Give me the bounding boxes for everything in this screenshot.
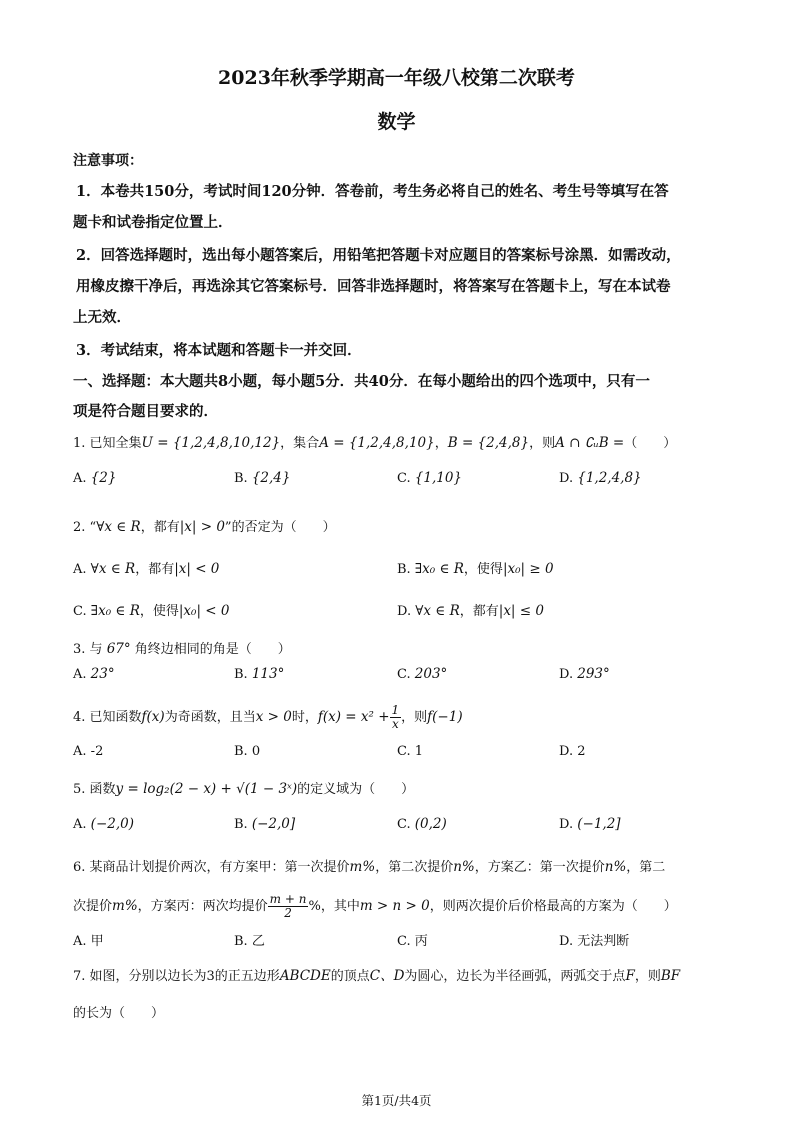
- fraction-numerator: m + n: [269, 892, 307, 906]
- q1-number: 1. 已知全集: [73, 436, 142, 451]
- option-label: A.: [73, 817, 87, 832]
- note-1-line-1: 1．本卷共150分，考试时间120分钟．答卷前，考生务必将自己的姓名、考生号等填写在答: [76, 183, 669, 200]
- q2-option-a[interactable]: [73, 558, 219, 577]
- q6-text: ，方案丙：两次均提价: [137, 899, 268, 914]
- option-label: B.: [234, 817, 248, 832]
- option-text: ，都有: [459, 604, 499, 619]
- option-value: {2,4}: [251, 470, 291, 486]
- section-1-line-1: 一、选择题：本大题共8小题，每小题5分．共40分．在每小题给出的四个选项中，只有一: [73, 373, 650, 390]
- q2-tail: ”的否定为（ ）: [224, 520, 336, 535]
- q3-number: 3. 与: [73, 642, 103, 657]
- option-math: ∃x₀ ∈ R: [90, 603, 140, 619]
- option-label: A.: [73, 934, 87, 949]
- q7-text: 7. 如图，分别以边长为3的正五边形: [73, 969, 280, 984]
- q3-option-d[interactable]: [559, 666, 610, 682]
- option-label: C.: [397, 934, 411, 949]
- q2-option-c[interactable]: [73, 600, 229, 619]
- q7-text: ，则: [634, 969, 661, 984]
- q5-text: 的定义域为（ ）: [297, 782, 415, 797]
- option-label: C.: [397, 744, 411, 759]
- q3-option-b[interactable]: [234, 666, 284, 682]
- q6-math: m%: [112, 898, 138, 914]
- q1-text: ，集合: [280, 436, 320, 451]
- q6-option-a[interactable]: [73, 930, 104, 949]
- option-value: 丙: [414, 934, 428, 949]
- question-7-line-1: [73, 964, 680, 984]
- fraction-denominator: 2: [284, 906, 292, 920]
- q4-then: ，则: [401, 710, 428, 725]
- q5-option-b[interactable]: [234, 816, 295, 832]
- q6-math: n%: [604, 859, 627, 875]
- q6-percent: %: [308, 899, 321, 914]
- option-math: |x₀| ≥ 0: [502, 561, 554, 577]
- option-label: D.: [559, 667, 574, 682]
- option-math: |x| < 0: [174, 561, 220, 577]
- question-6-line-1: [73, 856, 665, 875]
- q4-text: 为奇函数，且当: [164, 710, 256, 725]
- q7-math: F: [625, 968, 635, 984]
- option-value: 2: [577, 744, 586, 759]
- q4-number: 4. 已知函数: [73, 710, 142, 725]
- q1-option-a[interactable]: [73, 470, 116, 486]
- q6-text: ，其中: [320, 899, 360, 914]
- option-label: A.: [73, 667, 87, 682]
- q4-option-a[interactable]: [73, 744, 103, 759]
- q1-sep: ，: [434, 436, 448, 451]
- q5-option-a[interactable]: [73, 816, 134, 832]
- option-value: 203°: [414, 666, 448, 682]
- q1-expression: A ∩ ∁ᵤB =: [555, 435, 625, 451]
- option-value: (0,2): [414, 816, 447, 832]
- note-2-line-3: 上无效．: [73, 309, 131, 326]
- notes-heading: 注意事项：: [73, 153, 143, 169]
- option-label: B.: [234, 744, 248, 759]
- q5-number: 5. 函数: [73, 782, 116, 797]
- option-math: ∃x₀ ∈ R: [414, 561, 464, 577]
- q3-angle: 67°: [106, 641, 131, 657]
- fraction-denominator: x: [391, 717, 399, 731]
- option-label: B.: [234, 934, 248, 949]
- note-2-line-2: 用橡皮擦干净后，再选涂其它答案标号．回答非选择题时，将答案写在答题卡上，写在本试卷: [76, 278, 671, 295]
- q6-math: m%: [349, 859, 376, 875]
- q6-text: ，则两次提价后价格最高的方案为（ ）: [429, 899, 677, 914]
- option-value: 293°: [577, 666, 610, 682]
- option-value: 23°: [90, 666, 115, 682]
- q1-universal-set: U = {1,2,4,8,10,12}: [141, 435, 281, 451]
- subject-title: 数学: [377, 111, 416, 133]
- q7-math: C、D: [369, 968, 405, 984]
- question-6-line-2: [73, 892, 677, 921]
- q3-option-a[interactable]: [73, 666, 115, 682]
- option-value: 0: [251, 744, 261, 759]
- option-label: D.: [397, 604, 412, 619]
- option-math: ∀x ∈ R: [415, 603, 460, 619]
- q2-text: ，都有: [140, 520, 180, 535]
- option-text: ，都有: [135, 562, 175, 577]
- q4-text-2: 时，: [291, 710, 318, 725]
- q3-text: 角终边相同的角是（ ）: [134, 642, 291, 657]
- q6-math: m > n > 0: [359, 898, 430, 914]
- q7-text: 的顶点: [330, 969, 370, 984]
- option-value: {1,10}: [414, 470, 463, 486]
- q4-formula: f(x) = x² +: [317, 709, 390, 725]
- q1-set-a: A = {1,2,4,8,10}: [319, 435, 435, 451]
- section-1-line-2: 项是符合题目要求的．: [73, 403, 218, 420]
- option-value: (−2,0): [90, 816, 134, 832]
- note-1-line-2: 题卡和试卷指定位置上．: [73, 214, 233, 231]
- q1-set-b: B = {2,4,8}: [447, 435, 530, 451]
- q6-option-b[interactable]: [234, 930, 265, 949]
- option-math: |x₀| < 0: [178, 603, 230, 619]
- option-value: 乙: [251, 934, 265, 949]
- page-title: 2023年秋季学期高一年级八校第二次联考: [218, 67, 575, 89]
- q1-option-c[interactable]: [397, 470, 462, 486]
- q2-number: 2. “: [73, 520, 97, 535]
- q5-option-d[interactable]: [559, 816, 621, 832]
- option-label: C.: [397, 471, 411, 486]
- q6-text: 6. 某商品计划提价两次，有方案甲：第一次提价: [73, 860, 350, 875]
- option-label: D.: [559, 471, 574, 486]
- option-label: A.: [73, 562, 87, 577]
- q4-target: f(−1): [427, 709, 463, 725]
- option-math: ∀x ∈ R: [90, 561, 136, 577]
- q2-option-d[interactable]: [397, 600, 544, 619]
- question-7-line-2: 的长为（ ）: [73, 1006, 165, 1021]
- option-text: ，使得: [139, 604, 179, 619]
- option-label: C.: [73, 604, 87, 619]
- q6-text: 次提价: [73, 899, 113, 914]
- fraction-numerator: 1: [391, 703, 400, 717]
- q4-fraction: [390, 704, 402, 731]
- option-math: |x| ≤ 0: [498, 603, 544, 619]
- q1-answer-paren: （ ）: [624, 436, 677, 451]
- option-label: D.: [559, 817, 574, 832]
- option-label: D.: [559, 934, 574, 949]
- option-value: 无法判断: [577, 934, 630, 949]
- q4-function: f(x): [141, 709, 165, 725]
- option-label: C.: [397, 667, 411, 682]
- option-label: A.: [73, 744, 87, 759]
- option-text: ，使得: [463, 562, 503, 577]
- q3-option-c[interactable]: [397, 666, 447, 682]
- option-value: 1: [414, 744, 424, 759]
- option-label: D.: [559, 744, 574, 759]
- question-3: [73, 638, 291, 657]
- option-value: 甲: [90, 934, 104, 949]
- q2-condition: |x| > 0: [179, 519, 225, 535]
- q6-fraction: [268, 893, 309, 920]
- q6-text: ，第二: [626, 860, 666, 875]
- note-3: 3．考试结束，将本试题和答题卡一并交回．: [76, 342, 362, 359]
- option-label: B.: [397, 562, 411, 577]
- q2-option-b[interactable]: [397, 558, 554, 577]
- option-value: {1,2,4,8}: [577, 470, 642, 486]
- q4-option-c[interactable]: [397, 744, 423, 759]
- q7-text: 为圆心，边长为半径画弧，两弧交于点: [404, 969, 626, 984]
- q7-math: ABCDE: [279, 968, 331, 984]
- option-label: B.: [234, 471, 248, 486]
- q1-option-b[interactable]: [234, 470, 290, 486]
- q6-text: ，第二次提价: [375, 860, 454, 875]
- q4-condition: x > 0: [255, 709, 292, 725]
- q1-option-d[interactable]: [559, 470, 642, 486]
- q6-option-c[interactable]: [397, 930, 428, 949]
- q7-arc: BF: [660, 968, 681, 984]
- option-value: (−2,0]: [251, 816, 296, 832]
- q5-function: y = log₂(2 − x) + √(1 − 3ˣ): [115, 781, 298, 797]
- q1-then: ，则: [529, 436, 556, 451]
- q6-option-d[interactable]: [559, 930, 629, 949]
- question-4: [73, 704, 463, 731]
- q6-math: n%: [453, 859, 475, 875]
- option-label: B.: [234, 667, 248, 682]
- q4-option-b[interactable]: [234, 744, 260, 759]
- option-label: C.: [397, 817, 411, 832]
- page-footer: 第1页/共4页: [361, 1093, 432, 1108]
- question-1: [73, 432, 676, 451]
- option-label: A.: [73, 471, 87, 486]
- q2-quantifier: ∀x ∈ R: [96, 519, 141, 535]
- option-value: 113°: [251, 666, 285, 682]
- option-value: {2}: [90, 470, 117, 486]
- question-2: [73, 516, 336, 535]
- note-2-line-1: 2．回答选择题时，选出每小题答案后，用铅笔把答题卡对应题目的答案标号涂黑．如需改动，: [76, 247, 681, 264]
- question-5: [73, 778, 414, 797]
- q5-option-c[interactable]: [397, 816, 447, 832]
- option-value: (−1,2]: [577, 816, 621, 832]
- q4-option-d[interactable]: [559, 744, 586, 759]
- q6-text: ，方案乙：第一次提价: [474, 860, 605, 875]
- option-value: -2: [90, 744, 104, 759]
